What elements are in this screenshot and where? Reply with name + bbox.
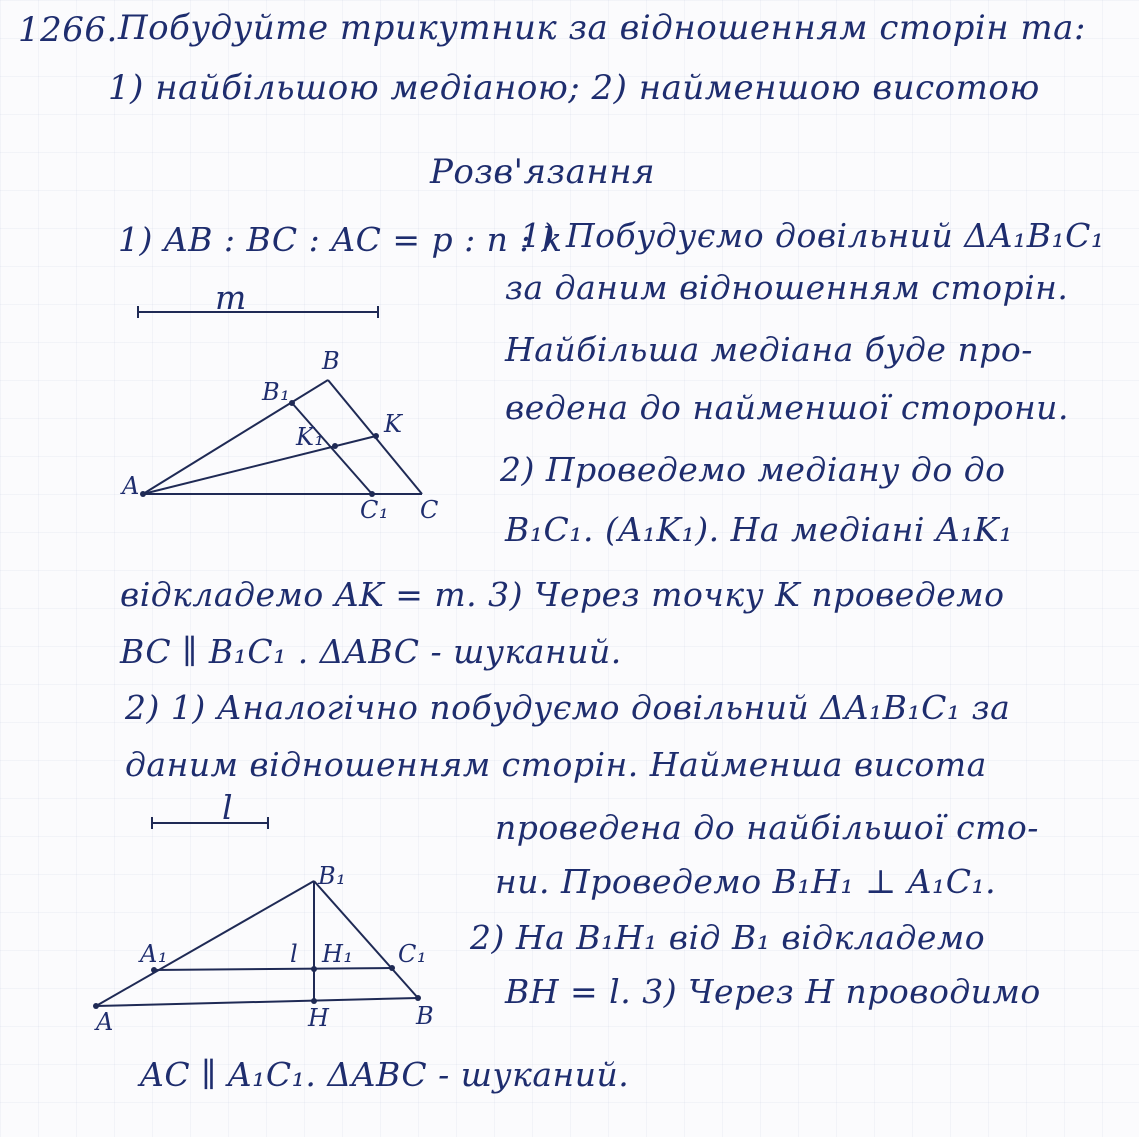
part2-text-line: BH = l. 3) Через H проводимо [505, 972, 1041, 1011]
vertex-label-H1: H₁ [322, 940, 354, 968]
vertex-label-B: B [322, 347, 341, 375]
solution-heading: Розв'язання [430, 152, 656, 192]
vertex-label-H: H [308, 1004, 330, 1032]
altitude-label-l: l [290, 940, 299, 968]
part2-text-line: даним відношенням сторін. Найменша висота [125, 745, 987, 784]
side-AB [96, 998, 418, 1006]
part1-given-ratio: 1) AB : BC : AC = p : n : k [118, 220, 563, 259]
part1-text-line: 1) Побудуємо довільний ΔA₁B₁C₁ [520, 216, 1105, 255]
vertex-label-C: C [420, 496, 439, 524]
vertex-label-A1: A₁ [140, 940, 168, 968]
part2-text-line: AC ∥ A₁C₁. ΔABC - шуканий. [140, 1055, 630, 1094]
vertex-label-K: K [384, 410, 403, 438]
segment-m-label: m [215, 278, 247, 317]
problem-statement-line1: Побудуйте трикутник за відношенням сторін та: [118, 8, 1086, 48]
side-A1C1 [154, 968, 392, 970]
part2-text-line: проведена до найбільшої сто- [495, 808, 1039, 847]
side-AB1 [96, 881, 314, 1006]
part2-text-line: 2) На B₁H₁ від B₁ відкладемо [470, 918, 986, 957]
problem-number: 1266. [18, 10, 118, 50]
part2-text-line: ни. Проведемо B₁H₁ ⊥ A₁C₁. [495, 862, 997, 901]
point-B [415, 995, 421, 1001]
part1-text-line: відкладемо AK = m. 3) Через точку K проведемо [120, 575, 1005, 614]
part1-text-line: BC ∥ B₁C₁ . ΔABC - шуканий. [120, 632, 622, 671]
vertex-label-C1: C₁ [398, 940, 427, 968]
part1-text-line: Найбільша медіана буде про- [505, 330, 1033, 369]
vertex-label-A: A [122, 472, 140, 500]
vertex-label-C1: C₁ [360, 496, 389, 524]
segment-l-label: l [222, 788, 234, 827]
vertex-label-A: A [96, 1008, 114, 1036]
point-K1 [332, 443, 338, 449]
vertex-label-B1: B₁ [262, 378, 291, 406]
part2-text-line: 2) 1) Аналогічно побудуємо довільний ΔA₁B₁C₁ за [125, 688, 1011, 727]
point-C1 [389, 965, 395, 971]
part1-text-line: за даним відношенням сторін. [505, 268, 1069, 307]
median-AK [143, 436, 376, 494]
point-K [373, 433, 379, 439]
vertex-label-K1: K₁ [296, 423, 325, 451]
point-A [140, 491, 146, 497]
part1-text-line: B₁C₁. (A₁K₁). На медіані A₁K₁ [505, 510, 1013, 549]
part1-text-line: 2) Проведемо медіану до до [500, 450, 1006, 489]
part1-text-line: ведена до найменшої сторони. [505, 388, 1069, 427]
vertex-label-B: B [416, 1002, 435, 1030]
problem-statement-line2: 1) найбільшою медіаною; 2) найменшою висотою [108, 68, 1040, 108]
point-H1 [311, 966, 317, 972]
vertex-label-B1: B₁ [318, 862, 347, 890]
